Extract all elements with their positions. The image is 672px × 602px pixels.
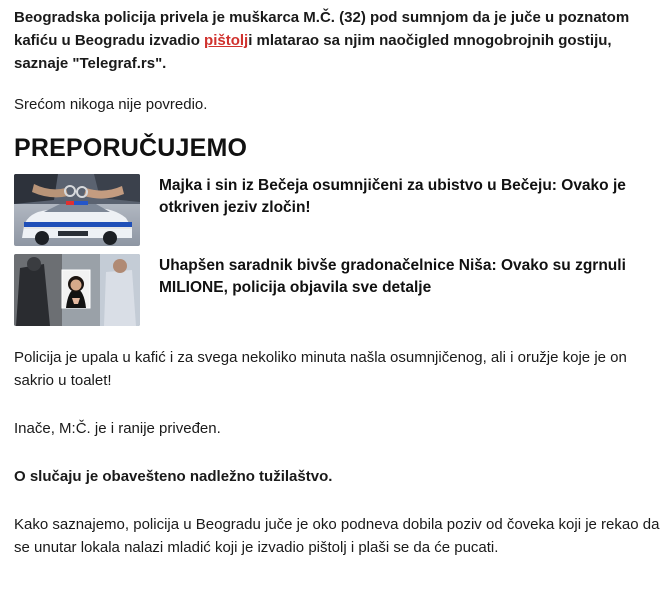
paragraph-no-injuries: Srećom nikoga nije povredio. [14, 96, 208, 113]
recommended-heading: PREPORUČUJEMO [14, 134, 248, 162]
police-car-image [14, 174, 140, 246]
recommended-title[interactable]: Uhapšen saradnik bivše gradonačelnice Niša: Ovako su zgrnuli MILIONE, policija objavila sve detalje [159, 257, 626, 296]
article-body [0, 6, 662, 559]
paragraph-previously-detained: Inače, M:Č. je i ranije priveđen. [14, 420, 221, 437]
lead-text-end: i mlatarao sa njim naočigled mnogobrojnih gostiju, saznaje "Telegraf.rs". [14, 32, 612, 72]
pistol-link[interactable]: pištolj [204, 32, 249, 49]
arrest-thumbnail[interactable] [14, 254, 140, 326]
lead-text-start: Beogradska policija privela je muškarca M.Č. (32) pod sumnjom da je juče u poznatom kafiću u Beogradu izvadio [14, 9, 630, 49]
paragraph-police-call: Kako saznajemo, policija u Beogradu juče je oko podneva dobila poziv od čoveka koji je rekao da se unutar lokala nalazi mladić koji je izvadio pištolj i plaši se da će pucati. [14, 516, 660, 556]
paragraph-prosecution: O slučaju je obavešteno nadležno tužilaštvo. [14, 468, 333, 485]
police-car-thumbnail[interactable] [14, 174, 140, 246]
recommended-item[interactable] [14, 254, 662, 326]
recommended-item[interactable] [14, 174, 662, 246]
lead-paragraph [14, 6, 662, 75]
recommended-title[interactable]: Majka i sin iz Bečeja osumnjičeni za ubistvo u Bečeju: Ovako je otkriven jeziv zločin! [159, 177, 626, 216]
paragraph-police-raid: Policija je upala u kafić i za svega nekoliko minuta našla osumnjičenog, ali i oružje koje je on sakrio u toalet! [14, 349, 627, 389]
arrest-image [14, 254, 140, 326]
recommended-list [14, 174, 662, 326]
